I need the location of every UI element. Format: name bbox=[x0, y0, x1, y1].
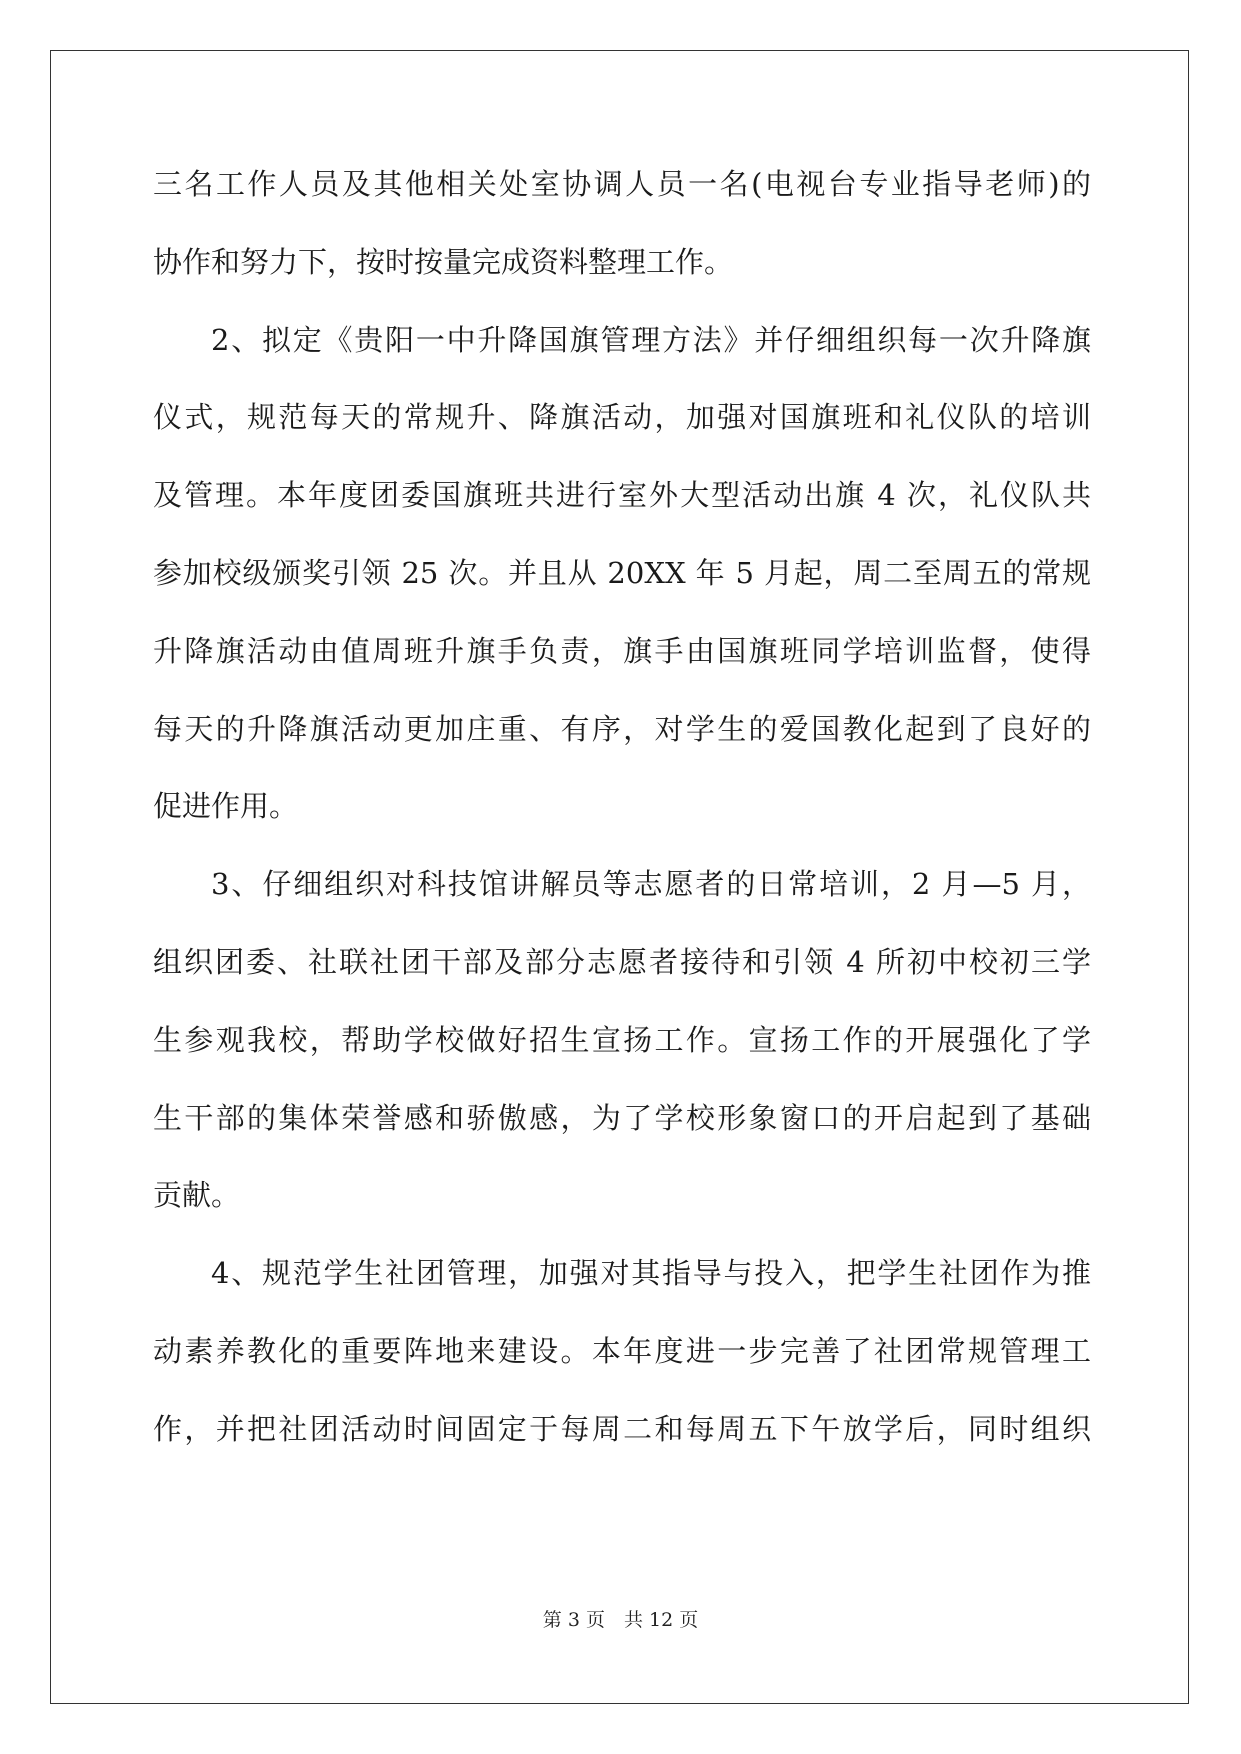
text-line: 贡献。 bbox=[153, 1178, 241, 1213]
text-line: 作，并把社团活动时间固定于每周二和每周五下午放学后，同时组织 bbox=[153, 1411, 1091, 1446]
text-line: 促进作用。 bbox=[153, 789, 299, 824]
text-line: 协作和努力下，按时按量完成资料整理工作。 bbox=[153, 244, 734, 279]
text-line: 组织团委、社联社团干部及部分志愿者接待和引领 4 所初中校初三学 bbox=[153, 944, 1091, 979]
text-line: 三名工作人员及其他相关处室协调人员一名(电视台专业指导老师)的 bbox=[153, 167, 1091, 201]
text-line: 及管理。本年度团委国旗班共进行室外大型活动出旗 4 次，礼仪队共 bbox=[153, 478, 1091, 513]
text-line: 生参观我校，帮助学校做好招生宣扬工作。宣扬工作的开展强化了学 bbox=[153, 1022, 1091, 1057]
document-body bbox=[153, 164, 1091, 1487]
text-line: 参加校级颁奖引领 25 次。并且从 20XX 年 5 月起，周二至周五的常规 bbox=[153, 555, 1091, 590]
text-line: 仪式，规范每天的常规升、降旗活动，加强对国旗班和礼仪队的培训 bbox=[153, 400, 1091, 435]
page-number-footer: 第 3 页 共 12 页 bbox=[542, 1609, 699, 1631]
text-line: 3、仔细组织对科技馆讲解员等志愿者的日常培训，2 月—5 月， bbox=[211, 867, 1091, 902]
text-line: 动素养教化的重要阵地来建设。本年度进一步完善了社团常规管理工 bbox=[153, 1333, 1091, 1368]
text-line: 每天的升降旗活动更加庄重、有序，对学生的爱国教化起到了良好的 bbox=[153, 711, 1091, 746]
text-line: 2、拟定《贵阳一中升降国旗管理方法》并仔细组织每一次升降旗 bbox=[211, 322, 1091, 357]
text-line: 升降旗活动由值周班升旗手负责，旗手由国旗班同学培训监督，使得 bbox=[153, 633, 1091, 668]
text-line: 生干部的集体荣誉感和骄傲感，为了学校形象窗口的开启起到了基础 bbox=[153, 1100, 1091, 1135]
text-line: 4、规范学生社团管理，加强对其指导与投入，把学生社团作为推 bbox=[211, 1256, 1091, 1291]
